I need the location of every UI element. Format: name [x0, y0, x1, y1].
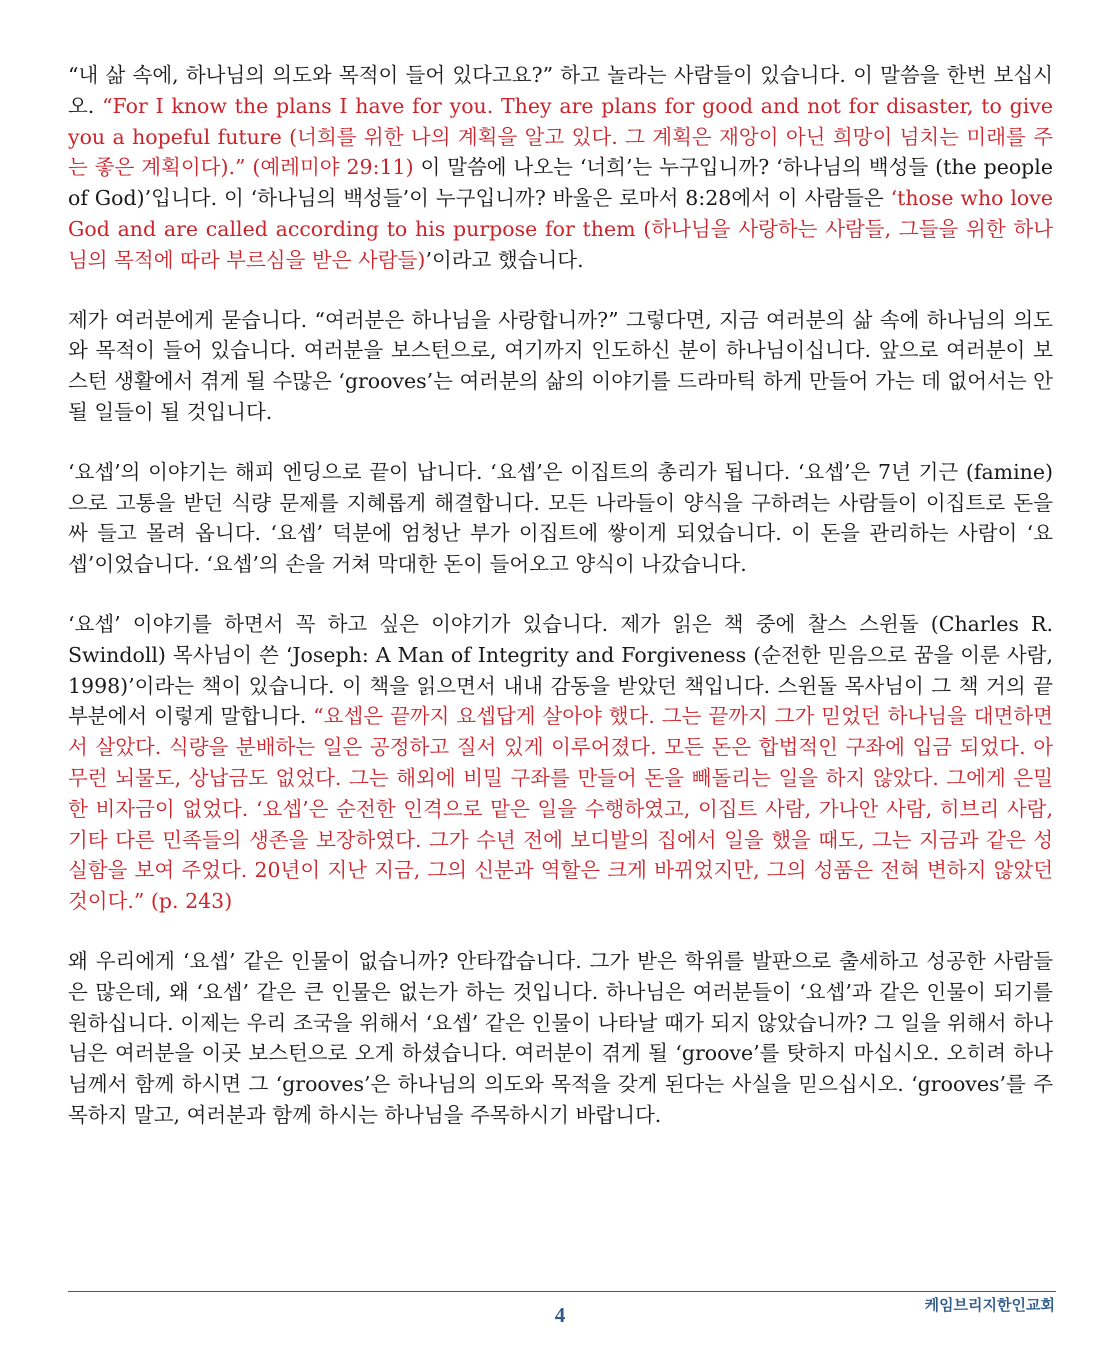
text-run: 왜 우리에게 ‘요셉’ 같은 인물이 없습니까? 안타깝습니다. 그가 받은 학위를 발판으로 출세하고 성공한 사람들은 많은데, 왜 ‘요셉’ 같은 큰 인물은 없는가 하는 것입니다. 하나님은 여러분들이 ‘요셉’과 같은 인물이 되기를 원하십니다. 이제는 우리 조국을 위해서 ‘요셉’ 같은 인물이 나타날 때가 되지 않았습니까? 그 일을 위해서 하나님은 여러분을 이곳 보스턴으로 오게 하셨습니다. 여러분이 겪게 될 ‘groove’를 탓하지 마십시오. 오히려 하나님께서 함께 하시면 그 ‘grooves’은 하나님의 의도와 목적을 갖게 된다는 사실을 믿으십시오. ‘grooves’를 주목하지 말고, 여러분과 함께 하시는 하나님을 주목하시기 바랍니다.	[68, 948, 1053, 1127]
paragraph-2	[68, 305, 1053, 428]
scripture-quote: ‘those who love God and are called according to his purpose for them (하나님을 사랑하는 사람들, 그들을 위한 하나님의 목적에 따라 부르심을 받은 사람들)	[68, 186, 1053, 272]
paragraph-5	[68, 946, 1053, 1131]
page-body	[68, 60, 1053, 1160]
text-run: “내 삶 속에, 하나님의 의도와 목적이 들어 있다고요?” 하고 놀라는 사람들이 있습니다. 이 말씀을 한번 보십시오.	[68, 63, 1053, 118]
book-quote: “요셉은 끝까지 요셉답게 살아야 했다. 그는 끝까지 그가 믿었던 하나님을 대면하면서 살았다. 식량을 분배하는 일은 공정하고 질서 있게 이루어졌다. 모든 돈은 합법적인 구좌에 입금 되었다. 아무런 뇌물도, 상납금도 없었다. 그는 해외에 비밀 구좌를 만들어 돈을 빼돌리는 일을 하지 않았다. 그에게 은밀한 비자금이 없었다. ‘요셉’은 순전한 인격으로 맡은 일을 수행하였고, 이집트 사람, 가나안 사람, 히브리 사람, 기타 다른 민족들의 생존을 보장하였다. 그가 수년 전에 보디발의 집에서 일을 했을 때도, 그는 지금과 같은 성실함을 보여 주었다. 20년이 지난 지금, 그의 신분과 역할은 크게 바뀌었지만, 그의 성품은 전혀 변하지 않았던 것이다.” (p. 243)	[68, 704, 1053, 914]
text-run: 이 말씀에 나오는 ‘너희’는 누구입니까? ‘하나님의 백성들 (the people of God)’입니다. 이 ‘하나님의 백성들’이 누구입니까? 바울은 로마서 8:28에서 이 사람들은	[68, 155, 1053, 211]
paragraph-3	[68, 457, 1053, 580]
text-run: ‘요셉’의 이야기는 해피 엔딩으로 끝이 납니다. ‘요셉’은 이집트의 총리가 됩니다. ‘요셉’은 7년 기근 (famine)으로 고통을 받던 식량 문제를 지혜롭게 해결합니다. 모든 나라들이 양식을 구하려는 사람들이 이집트로 돈을 싸 들고 몰려 옵니다. ‘요셉’ 덕분에 엄청난 부가 이집트에 쌓이게 되었습니다. 이 돈을 관리하는 사람이 ‘요셉’이었습니다. ‘요셉’의 손을 거쳐 막대한 돈이 들어오고 양식이 나갔습니다.	[68, 459, 1053, 577]
church-name: 케임브리지한인교회	[924, 1296, 1055, 1314]
text-run: 제가 여러분에게 묻습니다. “여러분은 하나님을 사랑합니까?” 그렇다면, 지금 여러분의 삶 속에 하나님의 의도와 목적이 들어 있습니다. 여러분을 보스턴으로, 여기까지 인도하신 분이 하나님이십니다. 앞으로 여러분이 보스턴 생활에서 겪게 될 수많은 ‘grooves’는 여러분의 삶의 이야기를 드라마틱 하게 만들어 가는 데 없어서는 안 될 일들이 될 것입니다.	[68, 307, 1053, 424]
paragraph-4	[68, 609, 1053, 917]
text-run: ’이라고 했습니다.	[425, 247, 584, 272]
paragraph-1	[68, 60, 1053, 276]
scripture-quote: “For I know the plans I have for you. They are plans for good and not for disaster, to give you a hopeful future (너희를 위한 나의 계획을 알고 있다. 그 계획은 재앙이 아닌 희망이 넘치는 미래를 주는 좋은 계획이다).” (예레미야 29:11)	[68, 93, 1053, 180]
text-run: ‘요셉’ 이야기를 하면서 꼭 하고 싶은 이야기가 있습니다. 제가 읽은 책 중에 찰스 스윈돌 (Charles R. Swindoll) 목사님이 쓴 ‘Joseph: A Man of Integrity and Forgiveness (순전한 믿음으로 꿈을 이룬 사람, 1998)’이라는 책이 있습니다. 이 책을 읽으면서 내내 감동을 받았던 책입니다. 스윈돌 목사님이 그 책 거의 끝부분에서 이렇게 말합니다.	[68, 611, 1053, 729]
page-number: 4	[554, 1303, 566, 1327]
footer-divider	[68, 1291, 1056, 1292]
